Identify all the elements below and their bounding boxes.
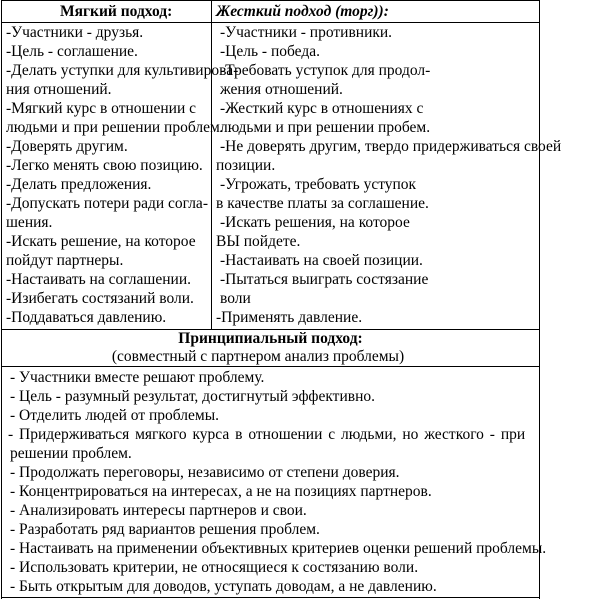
soft-item: -Допускать потери ради согла- (6, 195, 208, 212)
hard-item: -Требовать уступок для продол- (220, 62, 431, 79)
table-border-left (1, 0, 2, 599)
soft-item: -Доверять другим. (6, 138, 128, 155)
hard-item: жения отношений. (220, 81, 343, 98)
table-border-right (539, 0, 540, 599)
soft-item: людьми и при решении проблем. (6, 119, 224, 136)
principled-approach-title: Принципиальный подход: (178, 330, 363, 347)
soft-item: -Настаивать на соглашении. (6, 271, 192, 288)
principled-item: - Настаивать на применении объективных критериев оценки решений проблемы. (10, 540, 547, 557)
table-border-top (1, 0, 540, 1)
principled-item: - Концентрироваться на интересах, а не на позициях партнеров. (10, 483, 432, 500)
hard-item: в качестве платы за соглашение. (216, 195, 429, 212)
soft-item: -Легко менять свою позицию. (6, 157, 203, 174)
principled-item: - Продолжать переговоры, независимо от степени доверия. (10, 464, 400, 481)
hard-item: ВЫ пойдете. (216, 233, 301, 250)
hard-item: -Участники - противники. (220, 24, 393, 41)
principled-item: - Участники вместе решают проблему. (10, 369, 265, 386)
soft-approach-title: Мягкий подход: (60, 3, 173, 20)
hard-item: -Не доверять другим, твердо придерживаться своей (220, 138, 562, 155)
soft-item: -Изибегать состязаний воли. (6, 290, 194, 307)
soft-item: -Мягкий курс в отношении с (6, 100, 197, 117)
soft-item: пойдут партнеры. (6, 252, 124, 269)
hard-item: -Угрожать, требовать уступок (220, 176, 417, 193)
principled-item: - Быть открытым для доводов, уступать доводам, а не давлению. (10, 578, 437, 595)
soft-item: шения. (6, 214, 53, 231)
hard-item: -Применять давление. (216, 309, 363, 326)
soft-item: -Делать уступки для культивирова- (6, 62, 239, 79)
hard-item: людьми и при решении пробем. (220, 119, 431, 136)
column-divider (211, 0, 212, 330)
principled-item: - Придерживаться мягкого курса в отношении с людьми, но жесткого - при (8, 426, 526, 443)
principled-item: решении проблем. (10, 445, 132, 462)
hard-item: -Жесткий курс в отношениях с (220, 100, 424, 117)
hard-item: -Искать решения, на которое (220, 214, 410, 231)
hard-item: -Цель - победа. (220, 43, 320, 60)
principled-item: - Использовать критерии, не относящиеся к состязанию воли. (10, 559, 419, 576)
principled-item: - Отделить людей от проблемы. (10, 407, 219, 424)
soft-item: -Искать решение, на которое (6, 233, 196, 250)
soft-item: -Поддаваться давлению. (6, 309, 167, 326)
hard-item: -Пытаться выиграть состязание (220, 271, 429, 288)
soft-item: -Делать предложения. (6, 176, 152, 193)
section-divider-bottom (1, 366, 540, 367)
hard-item: позиции. (216, 157, 276, 174)
principled-item: - Цель - разумный результат, достигнутый эффективно. (10, 388, 375, 405)
principled-item: - Разработать ряд вариантов решения проблем. (10, 521, 320, 538)
principled-approach-subtitle: (совместный с партнером анализ проблемы) (111, 348, 405, 365)
hard-approach-title: Жесткий подход (торг)): (216, 3, 389, 20)
soft-item: ния отношений. (6, 81, 112, 98)
table-border-bottom (1, 597, 540, 598)
principled-item: - Анализировать интересы партнеров и свои. (10, 502, 307, 519)
soft-item: -Цель - соглашение. (6, 43, 138, 60)
hard-item: воли (220, 290, 251, 307)
soft-item: -Участники - друзья. (6, 24, 144, 41)
hard-item: -Настаивать на своей позиции. (220, 252, 423, 269)
